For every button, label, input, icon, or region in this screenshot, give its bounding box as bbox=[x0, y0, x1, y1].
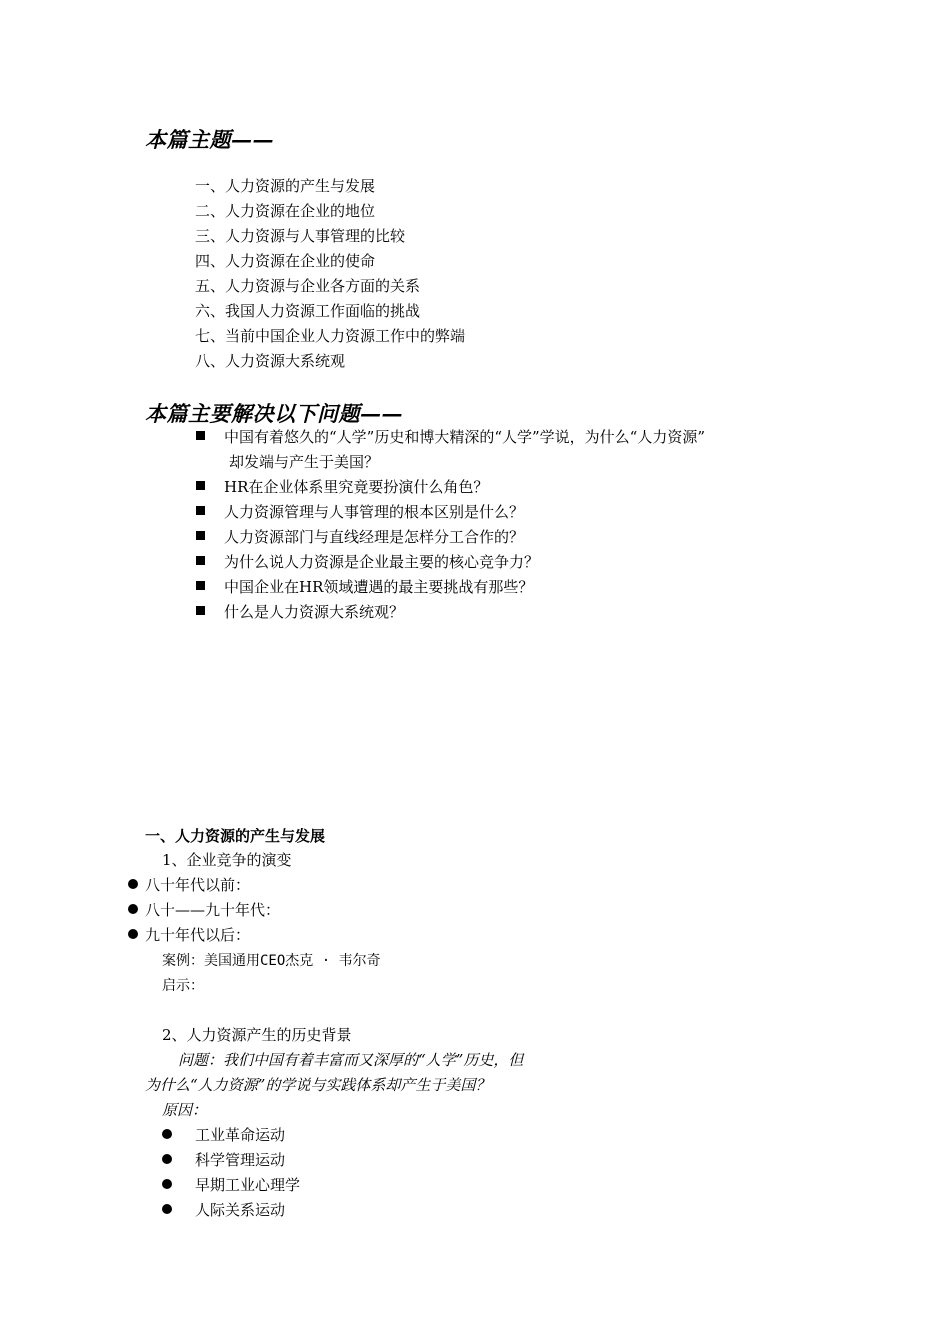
topic-item: 一、人力资源的产生与发展 bbox=[195, 177, 376, 195]
round-bullet-icon bbox=[162, 1129, 172, 1139]
round-bullet-icon bbox=[162, 1154, 172, 1164]
reason-label: 原因： bbox=[162, 1101, 208, 1119]
question-item-continuation: 却发端与产生于美国？ bbox=[229, 453, 380, 471]
reason-item: 早期工业心理学 bbox=[195, 1176, 301, 1194]
square-bullet-icon bbox=[196, 506, 205, 515]
question-item: 为什么说人力资源是企业最主要的核心竞争力？ bbox=[224, 553, 540, 571]
round-bullet-icon bbox=[128, 904, 138, 914]
square-bullet-icon bbox=[196, 481, 205, 490]
topic-item: 四、人力资源在企业的使命 bbox=[195, 252, 376, 270]
square-bullet-icon bbox=[196, 581, 205, 590]
topic-item: 五、人力资源与企业各方面的关系 bbox=[195, 277, 421, 295]
square-bullet-icon bbox=[196, 606, 205, 615]
case-line: 案例：美国通用CEO杰克 · 韦尔奇 bbox=[162, 953, 381, 969]
question-item: 什么是人力资源大系统观？ bbox=[224, 603, 405, 621]
era-item: 八十——九十年代： bbox=[145, 901, 281, 919]
era-item: 九十年代以后： bbox=[145, 926, 251, 944]
topic-item: 三、人力资源与人事管理的比较 bbox=[195, 227, 406, 245]
era-item: 八十年代以前： bbox=[145, 876, 251, 894]
question-item: 人力资源管理与人事管理的根本区别是什么？ bbox=[224, 503, 525, 521]
question-item: 中国有着悠久的“人学”历史和博大精深的“人学”学说，为什么“人力资源” bbox=[224, 428, 706, 446]
topic-item: 七、当前中国企业人力资源工作中的弊端 bbox=[195, 327, 466, 345]
insight-label: 启示： bbox=[162, 978, 204, 994]
question-item: 人力资源部门与直线经理是怎样分工合作的？ bbox=[224, 528, 525, 546]
question-text: 问题：我们中国有着丰富而又深厚的“人学”历史，但 bbox=[178, 1051, 524, 1069]
square-bullet-icon bbox=[196, 556, 205, 565]
square-bullet-icon bbox=[196, 531, 205, 540]
topic-heading: 本篇主题—— bbox=[145, 127, 274, 152]
topic-item: 六、我国人力资源工作面临的挑战 bbox=[195, 302, 421, 320]
question-item: 中国企业在HR领域遭遇的最主要挑战有那些？ bbox=[224, 578, 534, 596]
topic-item: 二、人力资源在企业的地位 bbox=[195, 202, 376, 220]
question-text-continuation: 为什么“人力资源”的学说与实践体系却产生于美国？ bbox=[145, 1076, 491, 1094]
round-bullet-icon bbox=[162, 1179, 172, 1189]
round-bullet-icon bbox=[128, 879, 138, 889]
reason-item: 工业革命运动 bbox=[195, 1126, 286, 1144]
subsection-title: 1、企业竞争的演变 bbox=[162, 851, 292, 869]
square-bullet-icon bbox=[196, 431, 205, 440]
reason-item: 科学管理运动 bbox=[195, 1151, 286, 1169]
topic-list bbox=[195, 174, 465, 374]
question-item: HR在企业体系里究竟要扮演什么角色？ bbox=[224, 478, 489, 496]
reason-item: 人际关系运动 bbox=[195, 1201, 286, 1219]
round-bullet-icon bbox=[162, 1204, 172, 1214]
subsection-title: 2、人力资源产生的历史背景 bbox=[162, 1026, 352, 1044]
round-bullet-icon bbox=[128, 929, 138, 939]
questions-heading: 本篇主要解决以下问题—— bbox=[145, 401, 403, 426]
topic-item: 八、人力资源大系统观 bbox=[195, 352, 346, 370]
section-title: 一、人力资源的产生与发展 bbox=[145, 827, 326, 845]
